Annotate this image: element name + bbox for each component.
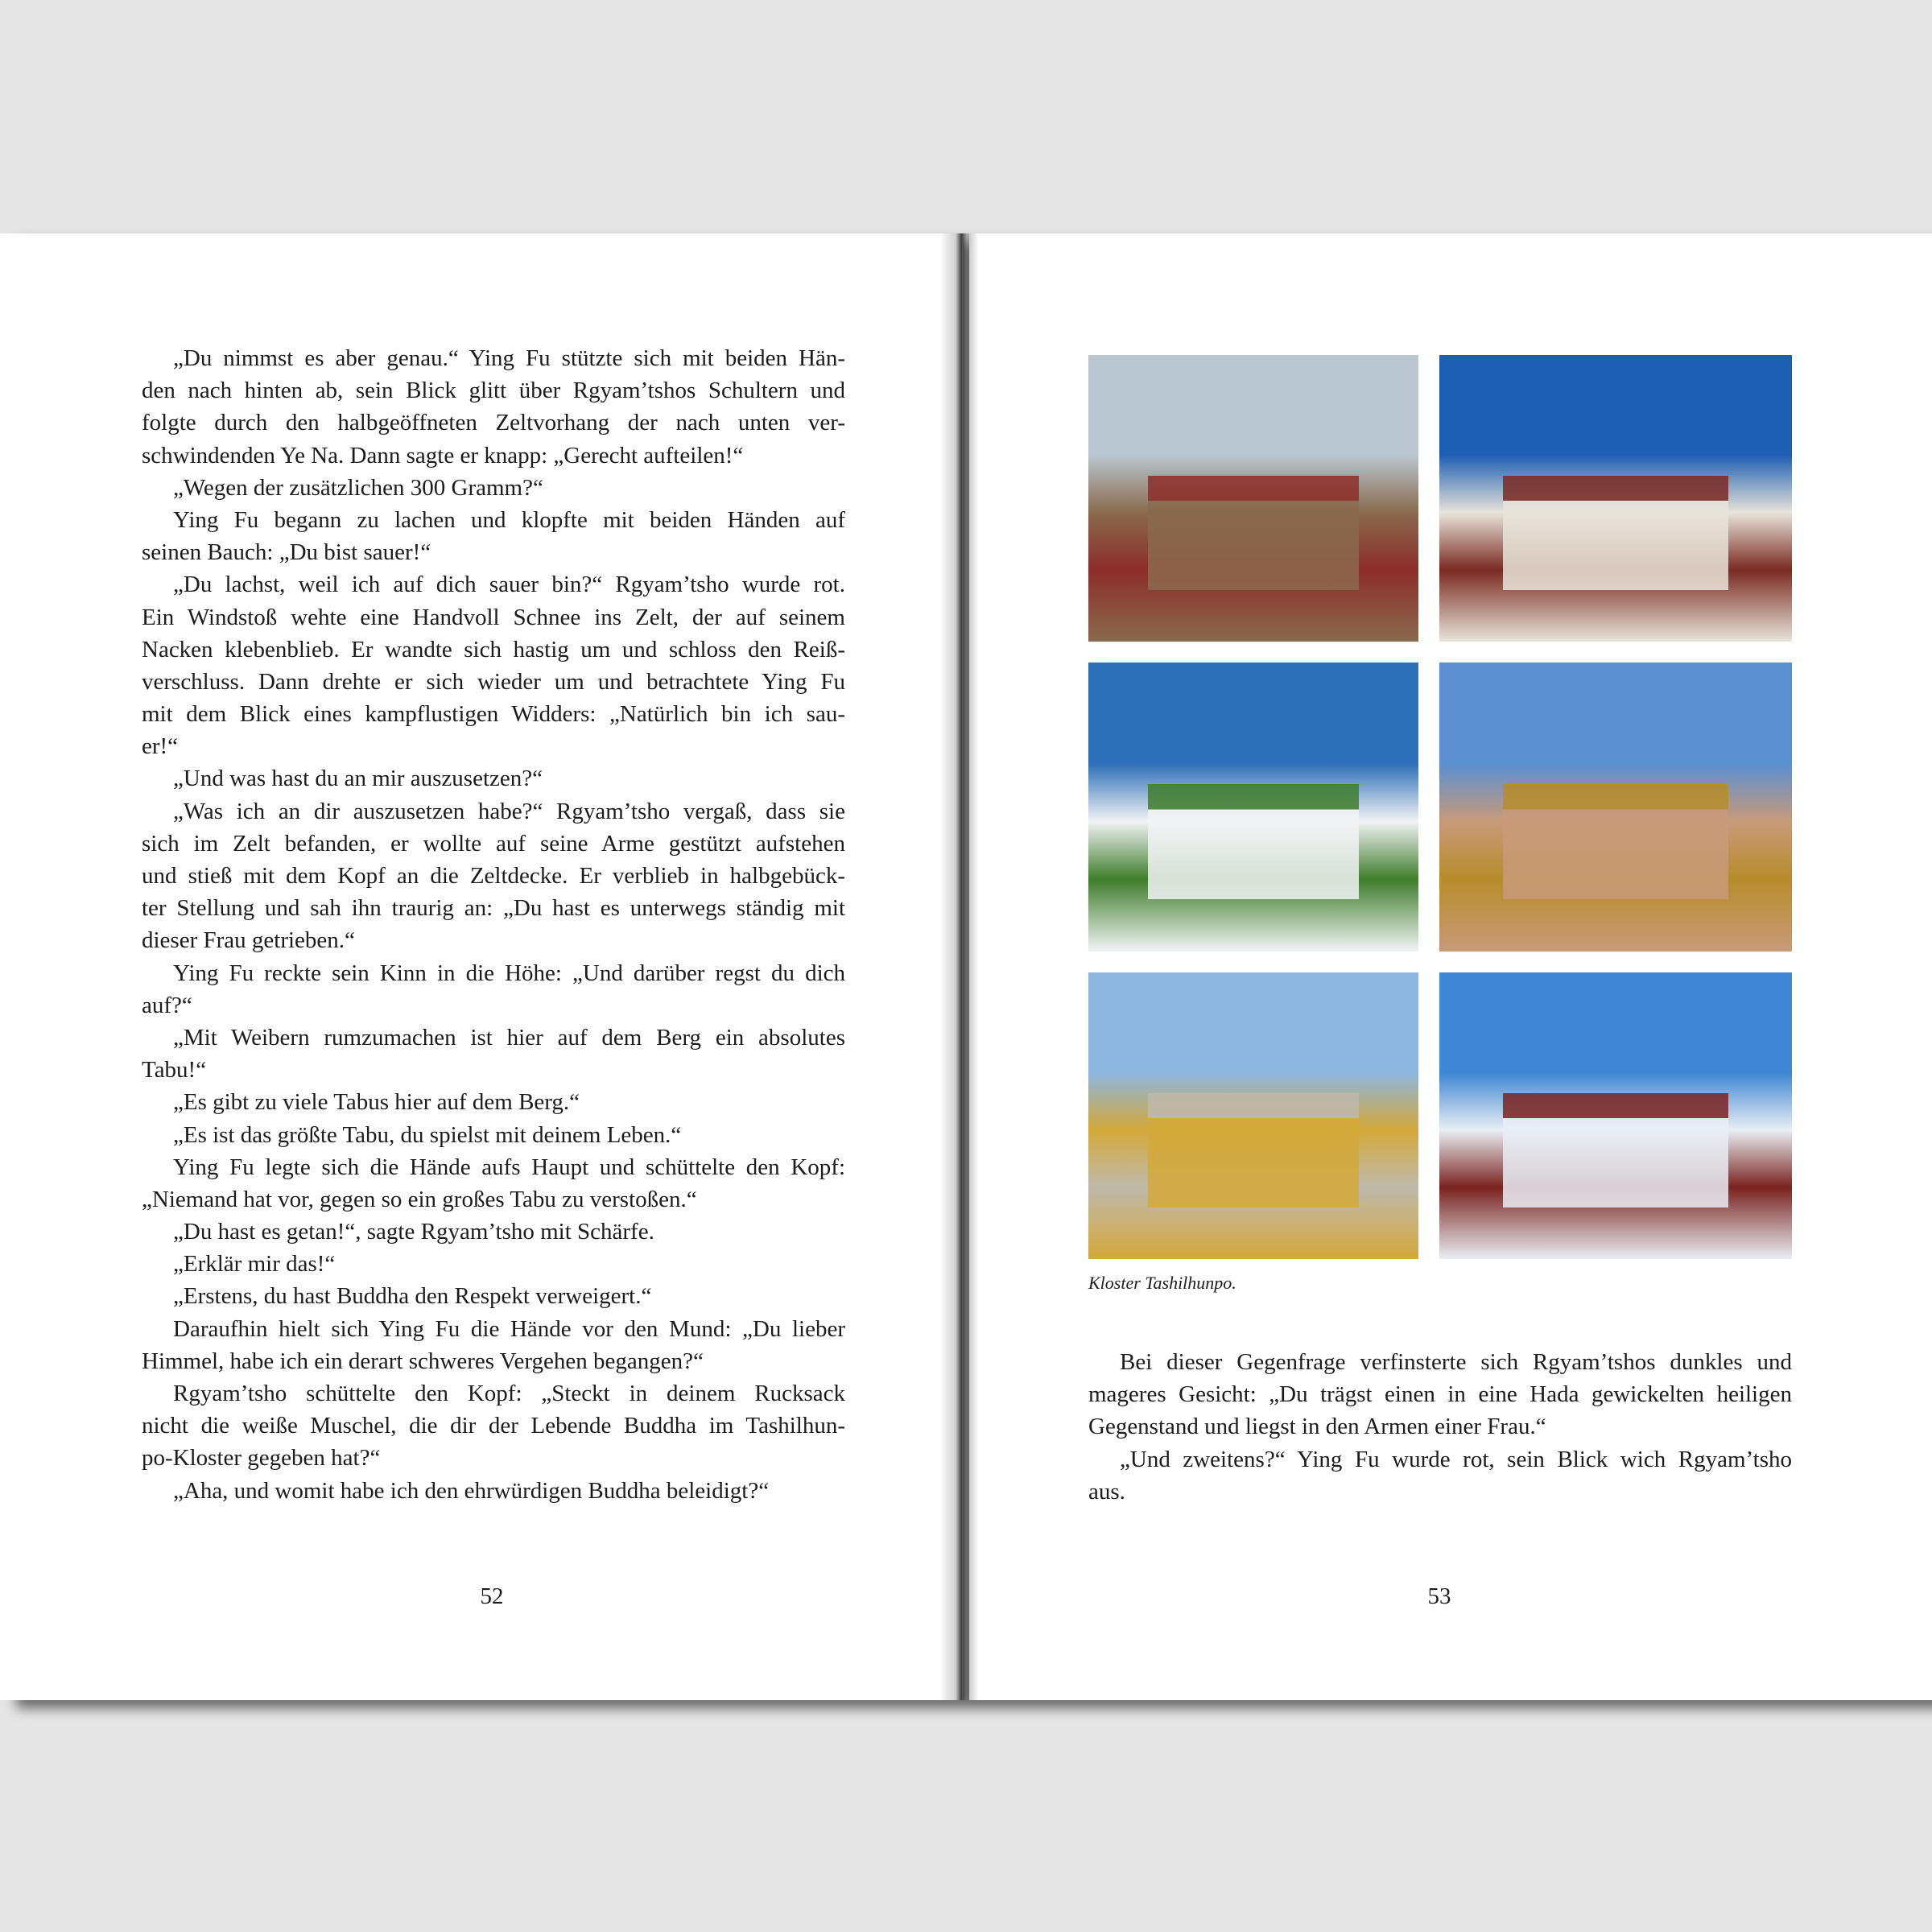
text-line: „Mit Weibern rumzumachen ist hier auf dem Berg ein absolutes xyxy=(173,1024,845,1051)
text-line: Bei dieser Gegenfrage verfinsterte sich Rgyam’tshos dunkles und xyxy=(1120,1349,1792,1375)
text-line: „Was ich an dir auszusetzen habe?“ Rgyam’tsho vergaß, dass sie xyxy=(173,798,845,824)
photo-monastery-hillside xyxy=(1088,355,1418,642)
text-line: Ying Fu begann zu lachen und klopfte mit beiden Händen auf xyxy=(173,506,845,533)
text-line: Nacken klebenblieb. Er wandte sich hastig um und schloss den Reiß- xyxy=(142,636,845,663)
photo-building-shape xyxy=(1503,784,1728,900)
photo-golden-roofs-canopy xyxy=(1439,663,1792,952)
text-line: folgte durch den halbgeöffneten Zeltvorhang der nach unten ver- xyxy=(142,410,845,436)
left-page xyxy=(0,233,963,1700)
text-line: „Du hast es getan!“, sagte Rgyam’tsho mit Schärfe. xyxy=(173,1219,654,1245)
text-line: Ying Fu reckte sein Kinn in die Höhe: „Und darüber regst du dich xyxy=(173,960,845,986)
text-line: mageres Gesicht: „Du trägst einen in eine Hada gewickelten heiligen xyxy=(1088,1381,1792,1408)
text-line: „Und zweitens?“ Ying Fu wurde rot, sein Blick wich Rgyam’tsho xyxy=(1120,1446,1792,1472)
book-gutter xyxy=(940,233,979,1700)
text-line: „Niemand hat vor, gegen so ein großes Tabu zu verstoßen.“ xyxy=(142,1186,697,1212)
right-page xyxy=(969,233,1932,1700)
text-line: sich im Zelt befanden, er wollte auf seine Arme gestützt aufstehen xyxy=(142,830,845,857)
text-line: verschluss. Dann drehte er sich wieder um und betrachtete Ying Fu xyxy=(142,668,845,695)
text-line: „Du nimmst es aber genau.“ Ying Fu stützte sich mit beiden Hän- xyxy=(173,345,845,371)
text-line: den nach hinten ab, sein Blick glitt über Rgyam’tshos Schultern und xyxy=(142,378,845,404)
text-line: „Erstens, du hast Buddha den Respekt verweigert.“ xyxy=(173,1283,652,1310)
right-page-body xyxy=(1088,1346,1792,1508)
text-line: Himmel, habe ich ein derart schweres Vergehen begangen?“ xyxy=(142,1348,704,1374)
text-line: Ying Fu legte sich die Hände aufs Haupt und schüttelte den Kopf: xyxy=(173,1154,845,1180)
text-line: aus. xyxy=(1088,1478,1125,1505)
photo-dharma-wheel-roof xyxy=(1439,972,1792,1259)
text-line: Ein Windstoß wehte eine Handvoll Schnee ins Zelt, der auf seinem xyxy=(142,604,845,630)
text-line: Gegenstand und liegst in den Armen einer Frau.“ xyxy=(1088,1414,1546,1440)
page-number-right: 53 xyxy=(1427,1583,1451,1609)
photo-building-shape xyxy=(1148,784,1359,900)
text-line: Daraufhin hielt sich Ying Fu die Hände vor den Mund: „Du lieber xyxy=(173,1315,845,1342)
text-line: „Aha, und womit habe ich den ehrwürdigen Buddha beleidigt?“ xyxy=(173,1477,770,1504)
page-number-left: 52 xyxy=(480,1583,504,1609)
text-line: Tabu!“ xyxy=(142,1057,207,1084)
text-line: seinen Bauch: „Du bist sauer!“ xyxy=(142,539,431,566)
photo-golden-pavilion xyxy=(1088,972,1418,1259)
text-line: nicht die weiße Muschel, die dir der Lebende Buddha im Tashilhun- xyxy=(142,1413,845,1439)
text-line: er!“ xyxy=(142,733,179,760)
text-line: „Du lachst, weil ich auf dich sauer bin?“ Rgyam’tsho wurde rot. xyxy=(173,572,845,598)
text-line: dieser Frau getrieben.“ xyxy=(142,927,355,954)
photo-building-shape xyxy=(1148,476,1359,590)
text-line: ter Stellung und sah ihn traurig an: „Du hast es unterwegs ständig mit xyxy=(142,895,845,922)
text-line: „Wegen der zusätzlichen 300 Gramm?“ xyxy=(173,474,543,501)
text-line: „Erklär mir das!“ xyxy=(173,1251,336,1278)
photo-caption: Kloster Tashilhunpo. xyxy=(1088,1273,1236,1293)
text-line: po-Kloster gegeben hat?“ xyxy=(142,1445,381,1472)
text-line: mit dem Blick eines kampflustigen Widders: „Natürlich bin ich sau- xyxy=(142,701,845,728)
text-line: Rgyam’tsho schüttelte den Kopf: „Steckt in deinem Rucksack xyxy=(173,1381,845,1406)
photo-building-shape xyxy=(1503,1093,1728,1208)
text-line: und stieß mit dem Kopf an die Zeltdecke. Er verblieb in halbgebück- xyxy=(142,863,845,889)
text-line: „Und was hast du an mir auszusetzen?“ xyxy=(173,766,543,792)
photo-building-shape xyxy=(1148,1093,1359,1208)
text-line: schwindenden Ye Na. Dann sagte er knapp: „Gerecht aufteilen!“ xyxy=(142,442,744,469)
text-line: „Es ist das größte Tabu, du spielst mit deinem Leben.“ xyxy=(173,1121,682,1148)
photo-building-shape xyxy=(1503,476,1728,590)
left-page-body xyxy=(142,342,845,1507)
photo-potala-palace xyxy=(1088,663,1418,952)
text-line: „Es gibt zu viele Tabus hier auf dem Berg.“ xyxy=(173,1089,580,1116)
photo-white-palace xyxy=(1439,355,1792,642)
text-line: auf?“ xyxy=(142,992,192,1018)
